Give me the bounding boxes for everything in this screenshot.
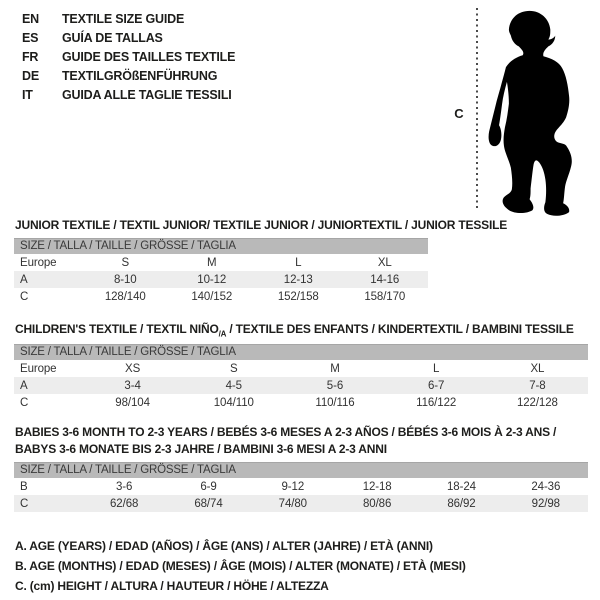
value-cell: 18-24 xyxy=(447,480,476,493)
table-row xyxy=(14,478,588,495)
row-label-cell: C xyxy=(20,290,29,303)
note-age-years: A. AGE (YEARS) / EDAD (AÑOS) / ÂGE (ANS) / ALTER (JAHRE) / ETÀ (ANNI) xyxy=(15,539,433,553)
value-cell: 12-18 xyxy=(362,480,392,493)
value-cell: 140/152 xyxy=(191,290,233,303)
lang-label: GUIDA ALLE TAGLIE TESSILI xyxy=(62,88,232,102)
note-height-cm: C. (cm) HEIGHT / ALTURA / HAUTEUR / HÖHE / ALTEZZA xyxy=(15,579,329,593)
note-age-months: B. AGE (MONTHS) / EDAD (MESES) / ÂGE (MOIS) / ALTER (MONATE) / ETÀ (MESI) xyxy=(15,559,466,573)
lang-row-en xyxy=(22,10,235,29)
children-title-prefix: CHILDREN'S TEXTILE / TEXTIL NIÑO xyxy=(15,322,219,336)
children-title-subscript: /A xyxy=(218,329,227,339)
row-label-cell: Europe xyxy=(20,362,57,375)
table-row xyxy=(14,271,428,288)
value-cell: 80/86 xyxy=(363,497,392,510)
junior-section-title: JUNIOR TEXTILE / TEXTIL JUNIOR/ TEXTILE JUNIOR / JUNIORTEXTIL / JUNIOR TESSILE xyxy=(15,218,508,232)
row-label-cell: A xyxy=(20,273,28,286)
lang-row-es xyxy=(22,29,235,48)
size-header-band: SIZE / TALLA / TAILLE / GRÖSSE / TAGLIA xyxy=(14,344,588,360)
row-label-cell: B xyxy=(20,480,28,493)
value-cell: 152/158 xyxy=(277,290,319,303)
value-cell: 6-7 xyxy=(427,379,445,392)
lang-label: TEXTILGRÖßENFÜHRUNG xyxy=(62,69,218,83)
value-cell: 86/92 xyxy=(447,497,476,510)
value-cell: 98/104 xyxy=(115,396,150,409)
lang-code: EN xyxy=(22,12,39,26)
row-label-cell: C xyxy=(20,497,29,510)
value-cell: 3-6 xyxy=(116,480,133,493)
babies-section-title xyxy=(15,424,556,458)
value-cell: 9-12 xyxy=(281,480,305,493)
toddler-silhouette-icon xyxy=(483,5,591,217)
lang-row-it xyxy=(22,86,235,105)
junior-size-table xyxy=(14,238,428,305)
row-label-cell: A xyxy=(20,379,28,392)
height-marker-label: C xyxy=(454,106,464,121)
lang-code: ES xyxy=(22,31,39,45)
value-cell: 10-12 xyxy=(197,273,227,286)
height-dotted-line xyxy=(476,8,478,208)
value-cell: 14-16 xyxy=(370,273,400,286)
value-cell: S xyxy=(121,256,130,269)
lang-row-fr xyxy=(22,48,235,67)
value-cell: 3-4 xyxy=(124,379,141,392)
value-cell: 6-9 xyxy=(200,480,217,493)
value-cell: XL xyxy=(530,362,545,375)
children-section-title xyxy=(15,321,574,342)
value-cell: 68/74 xyxy=(194,497,223,510)
value-cell: 8-10 xyxy=(113,273,137,286)
size-header-band: SIZE / TALLA / TAILLE / GRÖSSE / TAGLIA xyxy=(14,462,588,478)
value-cell: 12-13 xyxy=(283,273,313,286)
table-row xyxy=(14,360,588,377)
value-cell: M xyxy=(330,362,340,375)
value-cell: 110/116 xyxy=(315,396,355,409)
value-cell: 104/110 xyxy=(213,396,254,409)
value-cell: 122/128 xyxy=(516,396,558,409)
lang-code: DE xyxy=(22,69,39,83)
row-label-cell: C xyxy=(20,396,29,409)
value-cell: 128/140 xyxy=(104,290,146,303)
value-cell: L xyxy=(433,362,440,375)
value-cell: L xyxy=(295,256,302,269)
value-cell: XS xyxy=(125,362,141,375)
table-row xyxy=(14,254,428,271)
table-row xyxy=(14,495,588,512)
value-cell: 5-6 xyxy=(326,379,344,392)
babies-title-line-2: BABYS 3-6 MONATE BIS 2-3 JAHRE / BAMBINI 3-6 MESI A 2-3 ANNI xyxy=(15,442,387,456)
value-cell: XL xyxy=(377,256,392,269)
table-row xyxy=(14,377,588,394)
babies-size-table xyxy=(14,462,588,512)
value-cell: S xyxy=(229,362,238,375)
value-cell: 116/122 xyxy=(416,396,457,409)
value-cell: 62/68 xyxy=(110,497,139,510)
value-cell: 92/98 xyxy=(531,497,560,510)
value-cell: 74/80 xyxy=(278,497,307,510)
children-title-suffix: / TEXTILE DES ENFANTS / KINDERTEXTIL / BAMBINI TESSILE xyxy=(226,322,574,336)
lang-label: GUÍA DE TALLAS xyxy=(62,31,163,45)
lang-code: FR xyxy=(22,50,39,64)
lang-label: TEXTILE SIZE GUIDE xyxy=(62,12,185,26)
babies-title-line-1: BABIES 3-6 MONTH TO 2-3 YEARS / BEBÉS 3-6 MESES A 2-3 AÑOS / BÉBÉS 3-6 MOIS À 2-3 ANS / xyxy=(15,425,557,439)
value-cell: 24-36 xyxy=(531,480,561,493)
value-cell: 4-5 xyxy=(225,379,242,392)
value-cell: 7-8 xyxy=(529,379,546,392)
size-header-band: SIZE / TALLA / TAILLE / GRÖSSE / TAGLIA xyxy=(14,238,428,254)
table-row xyxy=(14,288,428,305)
lang-row-de xyxy=(22,67,235,86)
row-label-cell: Europe xyxy=(20,256,57,269)
value-cell: 158/170 xyxy=(364,290,406,303)
legend-notes xyxy=(15,536,466,596)
language-title-list xyxy=(22,10,235,105)
lang-label: GUIDE DES TAILLES TEXTILE xyxy=(62,50,236,64)
children-size-table xyxy=(14,344,588,411)
table-row xyxy=(14,394,588,411)
value-cell: M xyxy=(207,256,217,269)
lang-code: IT xyxy=(22,88,33,102)
